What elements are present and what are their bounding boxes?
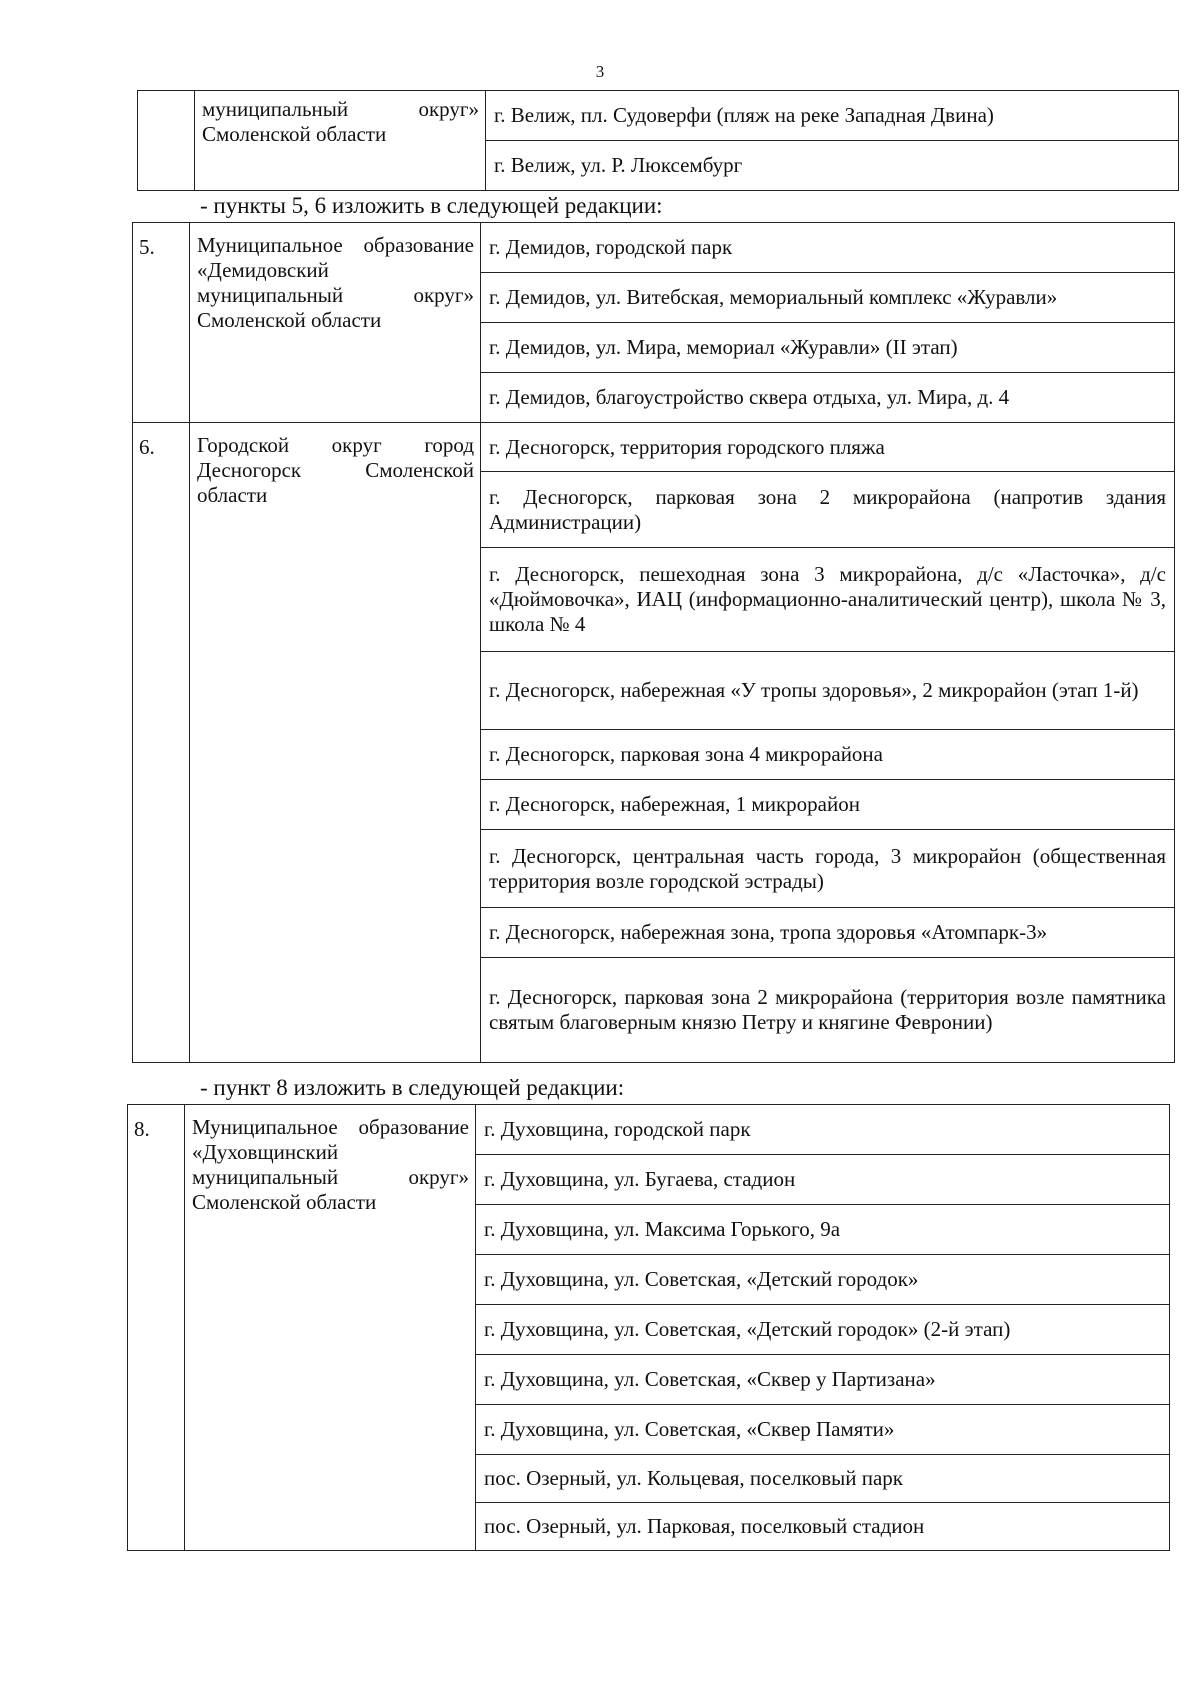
address-cell: г. Десногорск, набережная «У тропы здоровья», 2 микрорайон (этап 1-й) — [481, 652, 1175, 730]
item-number: 6. — [133, 423, 190, 1063]
address-cell: пос. Озерный, ул. Парковая, поселковый стадион — [476, 1503, 1170, 1551]
table-row — [138, 91, 1179, 141]
municipality-cell — [195, 91, 486, 191]
address-cell: г. Десногорск, центральная часть города, 3 микрорайон (общественная территория возле городской эстрады) — [481, 830, 1175, 908]
address-cell: г. Десногорск, парковая зона 2 микрорайона (напротив здания Администрации) — [481, 472, 1175, 548]
address-cell: г. Демидов, городской парк — [481, 223, 1175, 273]
address-cell: г. Духовщина, ул. Советская, «Сквер у Партизана» — [476, 1355, 1170, 1405]
table-item-8 — [127, 1104, 1170, 1551]
address-cell: г. Демидов, благоустройство сквера отдыха, ул. Мира, д. 4 — [481, 373, 1175, 423]
municipality-line: Смоленской области — [202, 122, 387, 146]
item-number: 8. — [128, 1105, 185, 1551]
section-heading-items-5-6: - пункты 5, 6 изложить в следующей редакции: — [200, 193, 663, 218]
municipality-line: муниципальный округ» — [202, 97, 479, 121]
address-cell: г. Духовщина, ул. Советская, «Детский городок» (2-й этап) — [476, 1305, 1170, 1355]
municipality-cell: Муниципальное образование «Духовщинский муниципальный округ» Смоленской области — [185, 1105, 476, 1551]
address-cell: г. Десногорск, парковая зона 2 микрорайона (территория возле памятника святым благоверным князю Петру и княгине Февронии) — [481, 958, 1175, 1063]
item-number: 5. — [133, 223, 190, 423]
address-cell: г. Десногорск, пешеходная зона 3 микрорайона, д/с «Ласточка», д/с «Дюймовочка», ИАЦ (информационно-аналитический центр), школа № 3, школа № 4 — [481, 548, 1175, 652]
section-heading-item-8: - пункт 8 изложить в следующей редакции: — [200, 1075, 625, 1100]
table-row — [133, 223, 1175, 273]
address-cell: г. Десногорск, набережная зона, тропа здоровья «Атомпарк-3» — [481, 908, 1175, 958]
number-cell — [138, 91, 195, 191]
address-cell: пос. Озерный, ул. Кольцевая, поселковый парк — [476, 1455, 1170, 1503]
address-cell: г. Десногорск, парковая зона 4 микрорайона — [481, 730, 1175, 780]
address-cell: г. Демидов, ул. Мира, мемориал «Журавли» (II этап) — [481, 323, 1175, 373]
address-cell: г. Велиж, пл. Судоверфи (пляж на реке Западная Двина) — [486, 91, 1179, 141]
address-cell: г. Десногорск, территория городского пляжа — [481, 423, 1175, 472]
table-row — [128, 1105, 1170, 1155]
address-cell: г. Духовщина, ул. Советская, «Детский городок» — [476, 1255, 1170, 1305]
address-cell: г. Духовщина, ул. Бугаева, стадион — [476, 1155, 1170, 1205]
table-row — [133, 423, 1175, 472]
page-number: 3 — [595, 62, 605, 81]
address-cell: г. Десногорск, набережная, 1 микрорайон — [481, 780, 1175, 830]
table-top-continuation — [137, 90, 1179, 191]
address-cell: г. Велиж, ул. Р. Люксембург — [486, 141, 1179, 191]
municipality-cell: Городской округ город Десногорск Смоленской области — [190, 423, 481, 1063]
address-cell: г. Духовщина, ул. Советская, «Сквер Памяти» — [476, 1405, 1170, 1455]
address-cell: г. Духовщина, городской парк — [476, 1105, 1170, 1155]
table-items-5-6 — [132, 222, 1175, 1063]
address-cell: г. Демидов, ул. Витебская, мемориальный комплекс «Журавли» — [481, 273, 1175, 323]
address-cell: г. Духовщина, ул. Максима Горького, 9а — [476, 1205, 1170, 1255]
municipality-cell: Муниципальное образование «Демидовский муниципальный округ» Смоленской области — [190, 223, 481, 423]
